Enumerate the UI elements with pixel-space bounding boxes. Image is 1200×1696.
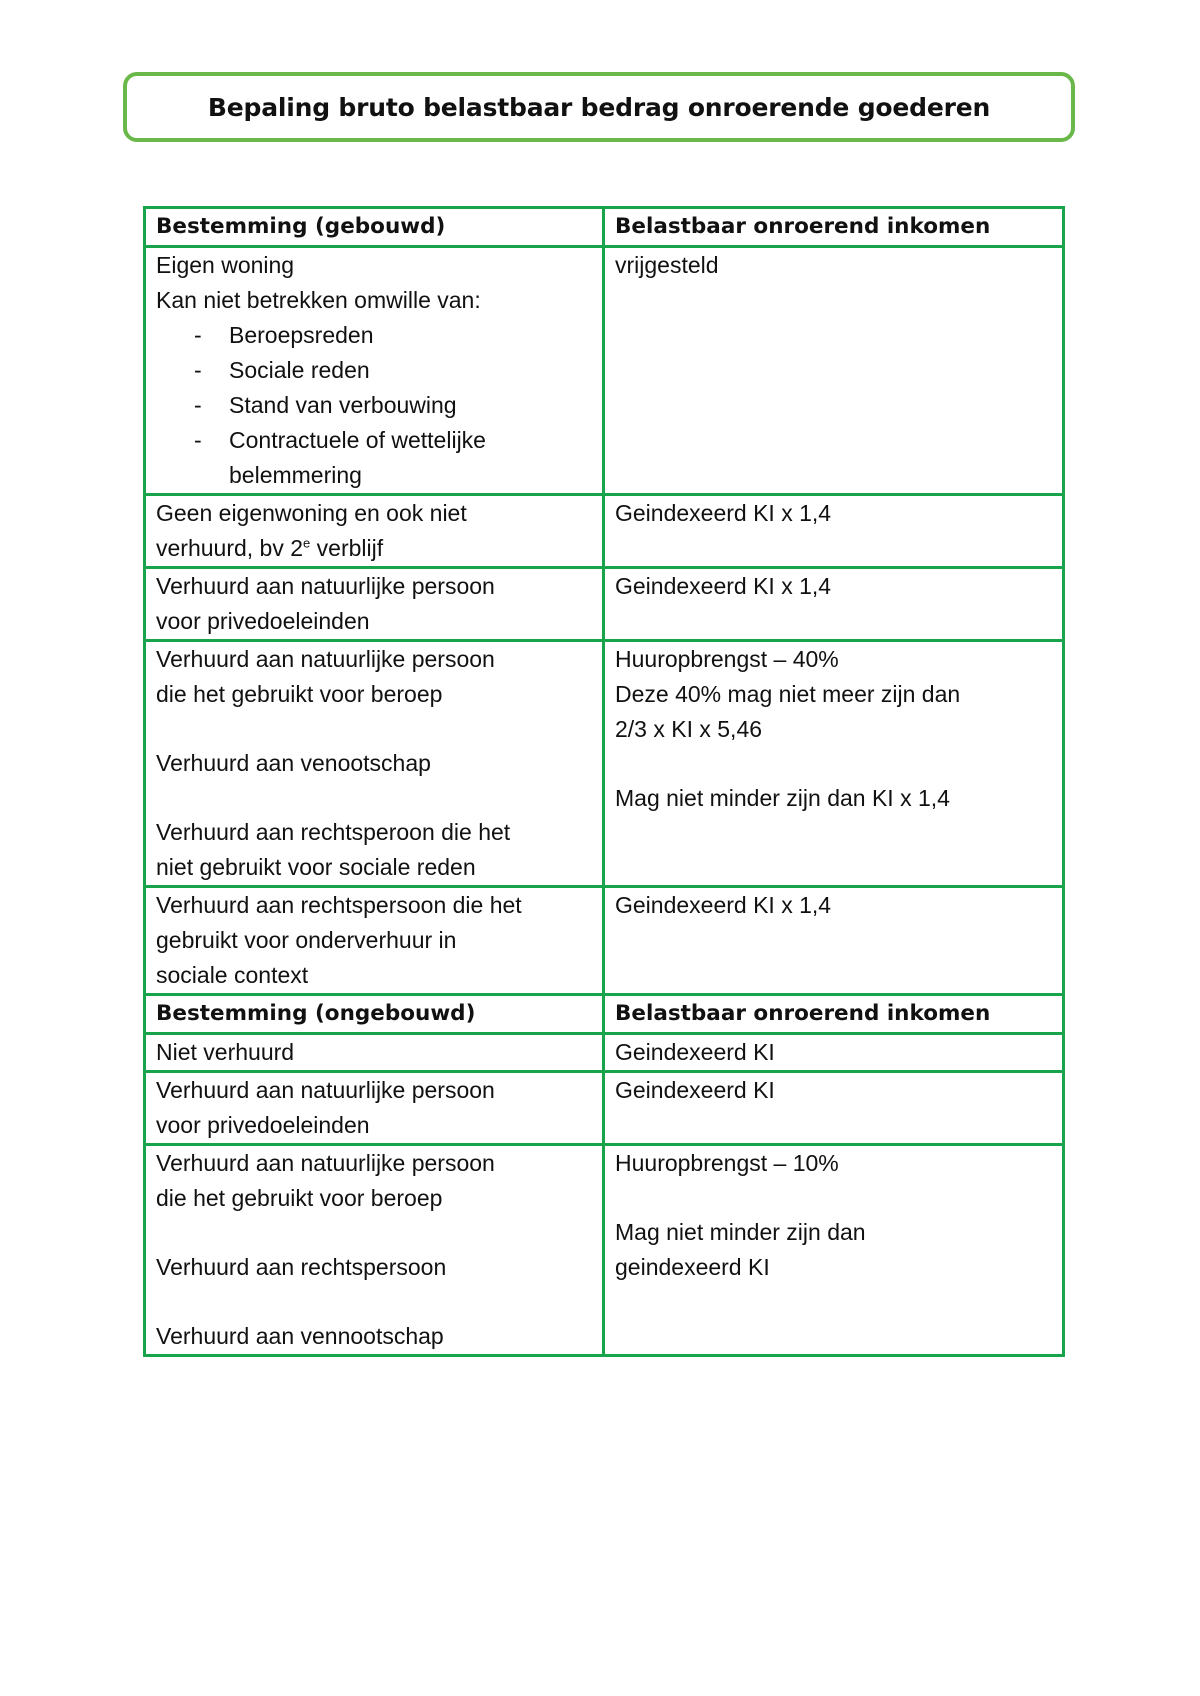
table-cell	[145, 887, 604, 995]
cell-text: verblijf	[310, 535, 384, 561]
cell-line: Geindexeerd KI x 1,4	[615, 892, 832, 918]
cell-line: Verhuurd aan natuurlijke persoon	[156, 1077, 495, 1103]
header-cell-right: Belastbaar onroerend inkomen	[604, 208, 1064, 247]
table-cell	[604, 495, 1064, 568]
table-row	[145, 495, 1064, 568]
header-cell-right: Belastbaar onroerend inkomen	[604, 995, 1064, 1034]
table-row	[145, 568, 1064, 641]
table-cell	[604, 1034, 1064, 1072]
cell-line: niet gebruikt voor sociale reden	[156, 854, 476, 880]
cell-line: gebruikt voor onderverhuur in	[156, 927, 457, 953]
blank-line	[615, 1181, 1052, 1215]
table-cell	[604, 568, 1064, 641]
cell-line: Deze 40% mag niet meer zijn dan	[615, 681, 961, 707]
tax-table	[143, 206, 1065, 1357]
cell-line: Kan niet betrekken omwille van:	[156, 287, 481, 313]
cell-line: Verhuurd aan natuurlijke persoon	[156, 646, 495, 672]
reason-list	[156, 318, 592, 493]
table-cell	[145, 1145, 604, 1356]
cell-line: Verhuurd aan rechtspersoon	[156, 1254, 447, 1280]
cell-text: verhuurd, bv 2	[156, 535, 304, 561]
table-header-ongebouwd	[145, 995, 1064, 1034]
cell-line: Geindexeerd KI x 1,4	[615, 500, 832, 526]
cell-line: Huuropbrengst – 40%	[615, 646, 839, 672]
cell-line: Verhuurd aan rechtsperoon die het	[156, 819, 511, 845]
header-cell-left: Bestemming (gebouwd)	[145, 208, 604, 247]
table-cell	[604, 1072, 1064, 1145]
blank-line	[615, 747, 1052, 781]
cell-line: Eigen woning	[156, 252, 295, 278]
cell-line: voor privedoeleinden	[156, 608, 370, 634]
cell-line: sociale context	[156, 962, 309, 988]
table-cell	[604, 641, 1064, 887]
table-row	[145, 1145, 1064, 1356]
table-cell	[145, 495, 604, 568]
table-row	[145, 1072, 1064, 1145]
cell-line: voor privedoeleinden	[156, 1112, 370, 1138]
list-item: - Beroepsreden	[156, 318, 592, 353]
cell-line: Verhuurd aan natuurlijke persoon	[156, 1150, 495, 1176]
table-cell	[604, 887, 1064, 995]
cell-line: die het gebruikt voor beroep	[156, 681, 443, 707]
table-row	[145, 887, 1064, 995]
table-cell	[145, 1034, 604, 1072]
cell-line: geindexeerd KI	[615, 1254, 770, 1280]
cell-line: Mag niet minder zijn dan KI x 1,4	[615, 785, 950, 811]
cell-line: Geindexeerd KI x 1,4	[615, 573, 832, 599]
cell-line	[156, 531, 592, 566]
cell-line: 2/3 x KI x 5,46	[615, 716, 763, 742]
table-cell	[145, 247, 604, 495]
cell-line: vrijgesteld	[615, 252, 719, 278]
cell-line: Mag niet minder zijn dan	[615, 1219, 866, 1245]
blank-line	[156, 1216, 592, 1250]
table-cell	[145, 1072, 604, 1145]
cell-line: Verhuurd aan vennootschap	[156, 1323, 444, 1349]
page-title: Bepaling bruto belastbaar bedrag onroerende goederen	[207, 92, 991, 122]
superscript: e	[303, 535, 311, 551]
table-row	[145, 247, 1064, 495]
table-cell	[604, 1145, 1064, 1356]
blank-line	[156, 1285, 592, 1319]
cell-line: Geindexeerd KI	[615, 1077, 775, 1103]
blank-line	[156, 712, 592, 746]
table-cell	[145, 641, 604, 887]
table-row	[145, 1034, 1064, 1072]
cell-line: Verhuurd aan venootschap	[156, 750, 431, 776]
table-cell	[604, 247, 1064, 495]
list-item: - Stand van verbouwing	[156, 388, 592, 423]
cell-line: Verhuurd aan natuurlijke persoon	[156, 573, 495, 599]
table-header-gebouwd	[145, 208, 1064, 247]
header-cell-left: Bestemming (ongebouwd)	[145, 995, 604, 1034]
cell-line: Geen eigenwoning en ook niet	[156, 500, 467, 526]
cell-line: die het gebruikt voor beroep	[156, 1185, 443, 1211]
cell-line: Huuropbrengst – 10%	[615, 1150, 839, 1176]
list-item: - Sociale reden	[156, 353, 592, 388]
cell-line: Verhuurd aan rechtspersoon die het	[156, 892, 522, 918]
table-row	[145, 641, 1064, 887]
cell-line: Niet verhuurd	[156, 1039, 295, 1065]
cell-line: Geindexeerd KI	[615, 1039, 775, 1065]
title-box	[123, 72, 1075, 142]
table-cell	[145, 568, 604, 641]
list-item: - Contractuele of wettelijke belemmering	[156, 423, 592, 493]
blank-line	[156, 781, 592, 815]
